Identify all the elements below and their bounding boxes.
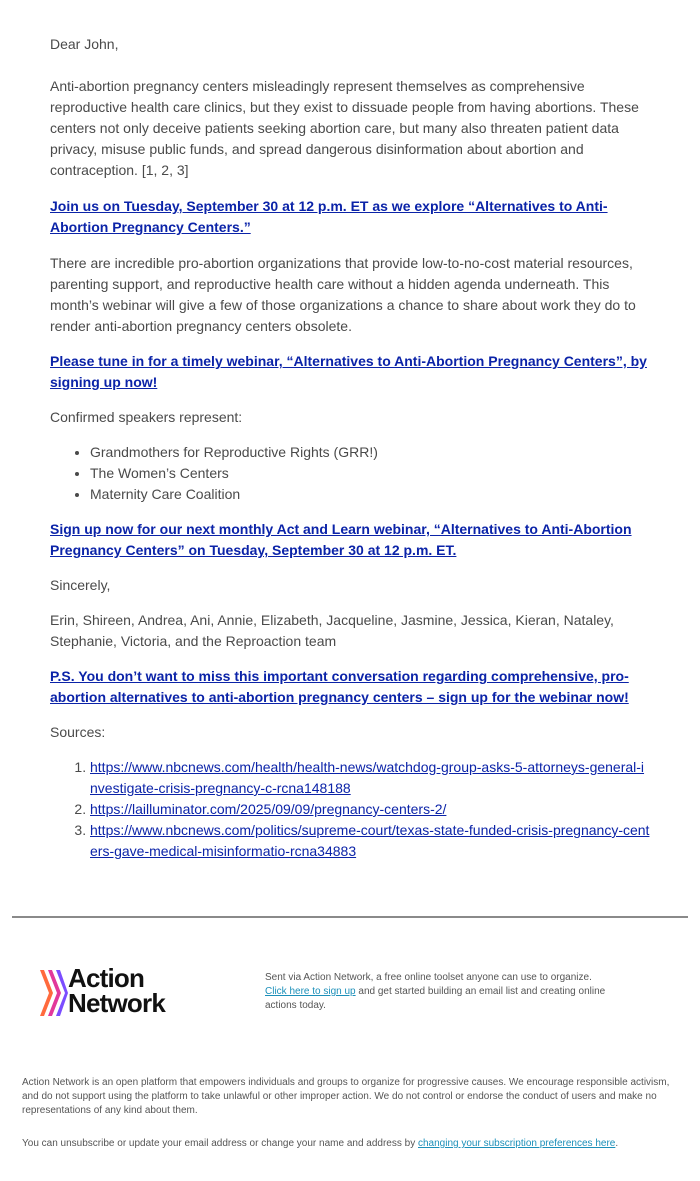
sent-via-text — [265, 971, 635, 1013]
email-body — [50, 34, 650, 862]
source-link[interactable]: https://www.nbcnews.com/health/health-news/watchdog-group-asks-5-attorneys-general-investigate-crisis-pregnancy-c-rcna148188 — [90, 759, 645, 796]
webinar-cta-link[interactable]: Join us on Tuesday, September 30 at 12 p.m. ET as we explore “Alternatives to Anti-Abortion Pregnancy Centers.” — [50, 198, 608, 235]
organizations-paragraph: There are incredible pro-abortion organizations that provide low-to-no-cost material resources, parenting support, and reproductive health care without a hidden agenda underneath. This month’s webinar will give a few of those organizations a chance to share about work they do to render anti-abortion pregnancy centers obsolete. — [50, 255, 636, 334]
source-link[interactable]: https://www.nbcnews.com/politics/supreme-court/texas-state-funded-crisis-pregnancy-centers-gave-medical-misinformatio-rcna34883 — [90, 822, 650, 859]
sign-up-cta-link[interactable]: Sign up now for our next monthly Act and Learn webinar, “Alternatives to Anti-Abortion Pregnancy Centers” on Tuesday, September 30 at 12 p.m. ET. — [50, 521, 632, 558]
sign-up-link[interactable]: Click here to sign up — [265, 986, 356, 997]
ps-cta-link[interactable]: P.S. You don’t want to miss this important conversation regarding comprehensive, pro-abortion alternatives to anti-abortion pregnancy centers – sign up for the webinar now! — [50, 668, 629, 705]
list-item — [90, 757, 650, 799]
logo-wordmark — [68, 963, 165, 1018]
source-link[interactable]: https://lailluminator.com/2025/09/09/pregnancy-centers-2/ — [90, 801, 447, 817]
disclaimer: Action Network is an open platform that empowers individuals and groups to organize for progressive causes. We encourage responsible activism, and do not support using the platform to take unlawful or other improper action. We do not control or endorse the conduct of users and make no representations of any kind about them. — [22, 1077, 670, 1116]
intro-paragraph: Anti-abortion pregnancy centers misleadingly represent themselves as comprehensive reproductive health care clinics, but they exist to dissuade people from having abortions. These centers not only deceive patients seeking abortion care, but many also threaten patient data privacy, misuse public funds, and spread dangerous disinformation about abortion and contraception. [1, 2, 3] — [50, 78, 639, 178]
tune-in-cta-link[interactable]: Please tune in for a timely webinar, “Alternatives to Anti-Abortion Pregnancy Centers”, by signing up now! — [50, 353, 647, 390]
unsubscribe-text — [22, 1137, 682, 1151]
logo-chevron-icon — [38, 968, 68, 1018]
sources-list — [50, 757, 650, 862]
sent-suffix: and get started building an email list and creating online actions today. — [265, 986, 606, 1011]
speakers-intro: Confirmed speakers represent: — [50, 409, 243, 425]
list-item: • Maternity Care Coalition — [90, 484, 650, 505]
signature: Erin, Shireen, Andrea, Ani, Annie, Elizabeth, Jacqueline, Jasmine, Jessica, Kieran, Nataley, Stephanie, Victoria, and the Reproaction team — [50, 612, 614, 649]
unsubscribe-prefix: You can unsubscribe or update your email address or change your name and address by — [22, 1138, 418, 1149]
greeting: Dear John, — [50, 36, 119, 52]
closing: Sincerely, — [50, 577, 111, 593]
footer-divider — [12, 916, 688, 918]
sources-label: Sources: — [50, 724, 106, 740]
list-item — [90, 820, 650, 862]
logo-line-1: Action — [68, 963, 145, 993]
list-item — [90, 799, 650, 820]
subscription-preferences-link[interactable]: changing your subscription preferences here — [418, 1138, 616, 1149]
list-item: • The Women’s Centers — [90, 463, 650, 484]
logo-line-2: Network — [68, 988, 165, 1018]
sent-prefix: Sent via Action Network, a free online toolset anyone can use to organize. — [265, 972, 592, 983]
list-item: • Grandmothers for Reproductive Rights (GRR!) — [90, 442, 650, 463]
action-network-logo[interactable] — [38, 963, 198, 1018]
unsubscribe-suffix: . — [615, 1138, 619, 1149]
speakers-list — [50, 442, 650, 505]
